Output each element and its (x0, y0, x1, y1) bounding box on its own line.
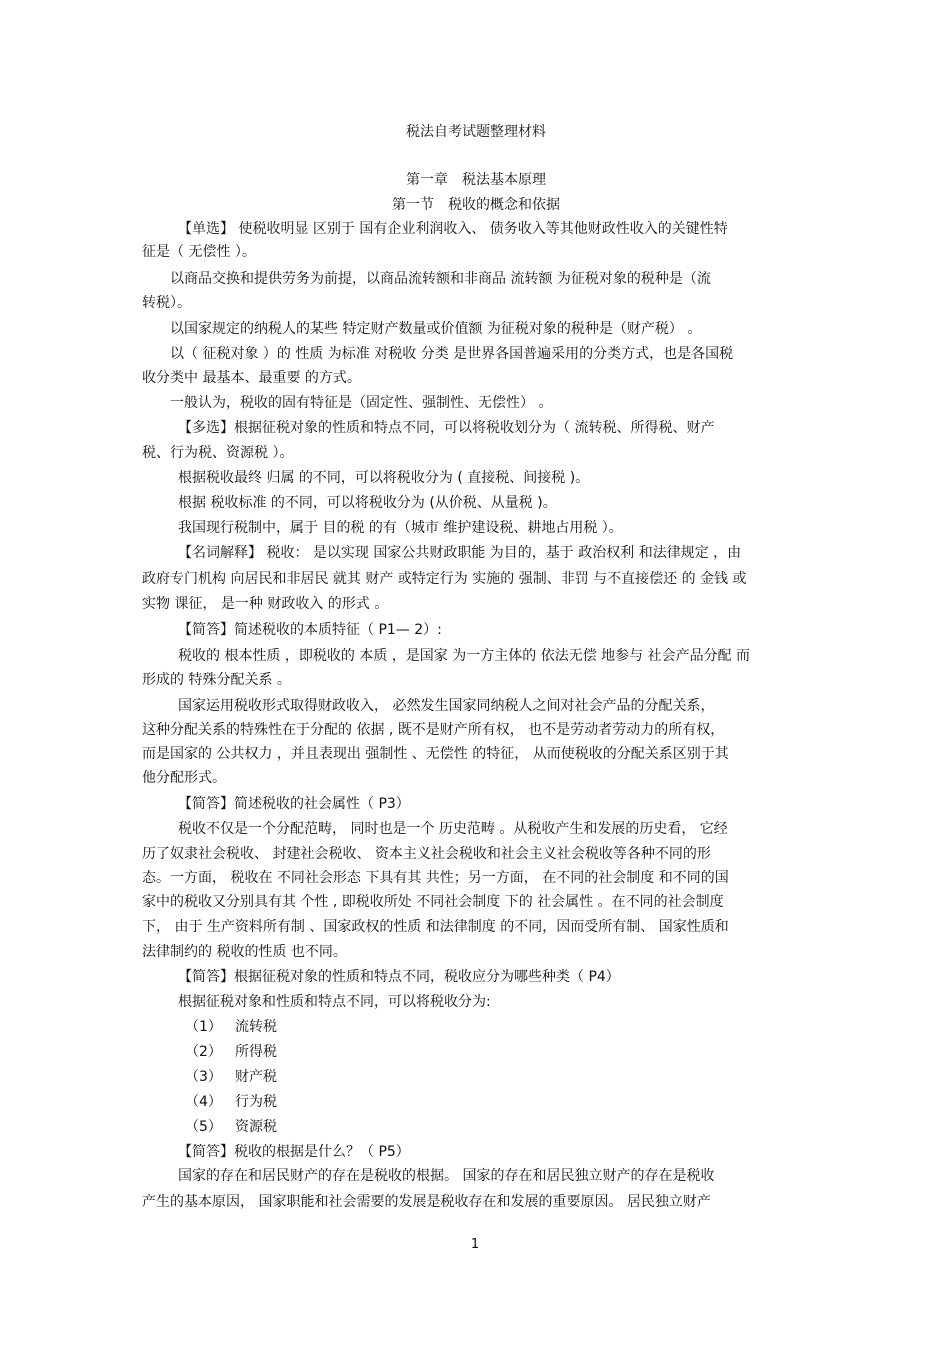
paragraph-line: 【单选】 使税收明显 区别于 国有企业利润收入、 债务收入等其他财政性收入的关键性特 (178, 221, 728, 237)
paragraph-line: 法律制约的 税收的性质 也不同。 (142, 944, 347, 960)
paragraph-line: 【简答】税收的根据是什么？（ P5） (178, 1144, 410, 1160)
list-item-text: 财产税 (235, 1069, 277, 1085)
paragraph-line: 我国现行税制中，属于 目的税 的有（城市 维护建设税、耕地占用税 ）。 (178, 520, 623, 536)
paragraph-line: 税收不仅是一个分配范畴， 同时也是一个 历史范畴 。从税收产生和发展的历史看， 它经 (178, 821, 728, 837)
list-item (185, 1043, 485, 1063)
paragraph-line: 以（ 征税对象 ）的 性质 为标准 对税收 分类 是世界各国普遍采用的分类方式，也是各国税 (170, 346, 734, 362)
section-heading: 第一节 税收的概念和依据 (392, 197, 560, 213)
list-item-text: 所得税 (235, 1044, 277, 1060)
page-number: 1 (470, 1237, 480, 1252)
paragraph-line: 【简答】根据征税对象的性质和特点不同，税收应分为哪些种类（ P4） (178, 969, 620, 985)
paragraph-line: 以国家规定的纳税人的某些 特定财产数量或价值额 为征税对象的税种是（财产税） 。 (170, 321, 702, 337)
paragraph-line: 【简答】简述税收的本质特征（ P1— 2）: (178, 622, 442, 638)
paragraph-line: 这种分配关系的特殊性在于分配的 依据 , 既不是财产所有权， 也不是劳动者劳动力的所有权， (142, 722, 725, 738)
paragraph-line: 而是国家的 公共权力 ，并且表现出 强制性 、无偿性 的特征， 从而使税收的分配关系区别于其 (142, 746, 729, 762)
list-item-text: 行为税 (235, 1094, 277, 1110)
paragraph-line: 【名词解释】 税收： 是以实现 国家公共财政职能 为目的，基于 政治权利 和法律规定 ，由 (178, 545, 742, 561)
paragraph-line: 根据 税收标准 的不同，可以将税收分为 (从价税、从量税 )。 (178, 495, 557, 511)
list-item (185, 1118, 485, 1138)
list-item-text: 资源税 (235, 1119, 277, 1135)
list-item-number: （5） (185, 1119, 222, 1135)
doc-title: 税法自考试题整理材料 (406, 124, 546, 140)
list-item-number: （1） (185, 1019, 222, 1035)
paragraph-line: 一般认为，税收的固有特征是（固定性、强制性、无偿性） 。 (170, 395, 553, 411)
paragraph-line: 转税）。 (142, 295, 191, 311)
paragraph-line: 家中的税收又分别具有其 个性 , 即税收所处 不同社会制度 下的 社会属性 。在不同的社会制度 (142, 894, 724, 910)
list-item-number: （4） (185, 1094, 222, 1110)
paragraph-line: 态。一方面， 税收在 不同社会形态 下具有其 共性；另一方面， 在不同的社会制度 和不同的国 (142, 870, 729, 886)
paragraph-line: 税、行为税、资源税 ）。 (142, 445, 294, 461)
list-item-number: （2） (185, 1044, 222, 1060)
paragraph-line: 他分配形式。 (142, 770, 226, 786)
paragraph-line: 实物 课征， 是一种 财政收入 的形式 。 (142, 596, 389, 612)
paragraph-line: 【简答】简述税收的社会属性（ P3） (178, 796, 410, 812)
paragraph-line: 国家的存在和居民财产的存在是税收的根据。 国家的存在和居民独立财产的存在是税收 (178, 1168, 715, 1184)
list-item-text: 流转税 (235, 1019, 277, 1035)
list-item (185, 1093, 485, 1113)
paragraph-line: 【多选】根据征税对象的性质和特点不同，可以将税收划分为（ 流转税、所得税、财产 (178, 420, 715, 436)
paragraph-line: 征是（ 无偿性 ）。 (142, 244, 256, 260)
paragraph-line: 根据征税对象和性质和特点不同，可以将税收分为: (178, 994, 491, 1010)
paragraph-line: 政府专门机构 向居民和非居民 就其 财产 或特定行为 实施的 强制、非罚 与不直接偿还 的 金钱 或 (142, 571, 747, 587)
list-item-number: （3） (185, 1069, 222, 1085)
paragraph-line: 收分类中 最基本、最重要 的方式。 (142, 370, 361, 386)
list-item (185, 1068, 485, 1088)
paragraph-line: 历了奴隶社会税收、 封建社会税收、 资本主义社会税收和社会主义社会税收等各种不同的形 (142, 846, 711, 862)
list-item (185, 1018, 485, 1038)
paragraph-line: 下， 由于 生产资料所有制 、国家政权的性质 和法律制度 的不同，因而受所有制、 国家性质和 (142, 919, 729, 935)
paragraph-line: 国家运用税收形式取得财政收入， 必然发生国家同纳税人之间对社会产品的分配关系， (178, 698, 715, 714)
paragraph-line: 产生的基本原因， 国家职能和社会需要的发展是税收存在和发展的重要原因。 居民独立财产 (142, 1194, 711, 1210)
chapter-heading: 第一章 税法基本原理 (406, 172, 546, 188)
paragraph-line: 根据税收最终 归属 的不同，可以将税收分为 ( 直接税、间接税 )。 (178, 470, 590, 486)
paragraph-line: 以商品交换和提供劳务为前提，以商品流转额和非商品 流转额 为征税对象的税种是（流 (170, 271, 711, 287)
paragraph-line: 税收的 根本性质 ，即税收的 本质 ，是国家 为一方主体的 依法无偿 地参与 社会产品分配 而 (178, 648, 751, 664)
paragraph-line: 形成的 特殊分配关系 。 (142, 672, 291, 688)
